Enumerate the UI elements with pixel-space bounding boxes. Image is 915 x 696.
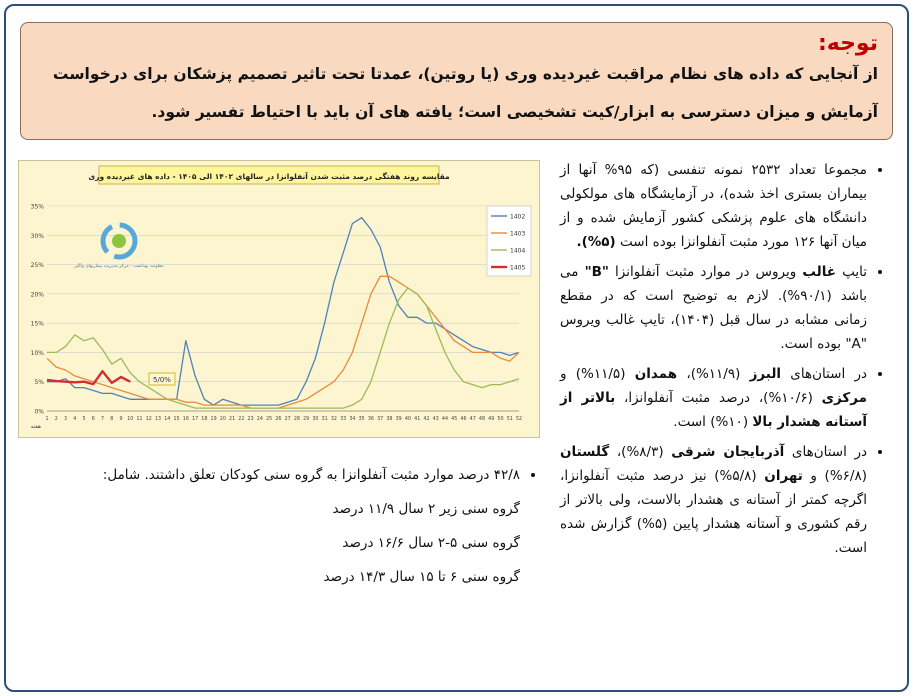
finding-text: (۶/۸%) و: [802, 468, 867, 484]
x-tick-label: 24: [256, 417, 263, 422]
notice-box: [20, 22, 893, 140]
x-tick-label: 23: [247, 417, 254, 422]
x-tick-label: 32: [330, 417, 337, 422]
x-tick-label: 43: [432, 417, 439, 422]
x-tick-label: 27: [284, 417, 291, 422]
finding-item: [560, 440, 867, 560]
x-tick-label: 51: [506, 417, 513, 422]
x-tick-label: 19: [210, 417, 217, 422]
finding-item: [560, 158, 867, 254]
finding-text: (۱۱/۹%)،: [677, 366, 750, 382]
x-tick-label: 50: [497, 417, 504, 422]
y-tick-label: 10%: [30, 349, 44, 357]
finding-text: می باشد (۹۰/۱%). لازم به توضیح است که در مقطع زمانی مشابه در سال قبل (۱۴۰۴)، تایپ غالب ویروس "A" بوده است.: [560, 264, 867, 352]
x-tick-label: 7: [100, 417, 105, 422]
x-tick-label: 22: [238, 417, 245, 422]
age-group-2: گروه سنی ۵-۲ سال ۱۶/۶ درصد: [342, 535, 520, 551]
x-tick-label: 15: [173, 417, 180, 422]
y-tick-label: 35%: [30, 203, 44, 211]
x-tick-label: 42: [423, 417, 430, 422]
finding-item: [560, 362, 867, 434]
x-tick-label: 17: [192, 417, 199, 422]
x-tick-label: 49: [488, 417, 495, 422]
x-tick-label: 44: [441, 417, 449, 422]
y-tick-label: 20%: [30, 291, 44, 299]
finding-text: تایپ: [836, 264, 867, 280]
y-tick-label: 25%: [30, 262, 44, 270]
x-tick-label: 12: [145, 417, 152, 422]
legend-label: 1403: [510, 230, 526, 238]
x-tick-label: 13: [155, 417, 162, 422]
x-tick-label: 14: [164, 417, 171, 422]
finding-item: [560, 260, 867, 356]
x-tick-label: 5: [82, 417, 86, 422]
x-tick-label: 21: [229, 417, 236, 422]
finding-emphasis: تهران: [764, 468, 803, 484]
y-tick-label: 30%: [30, 232, 44, 240]
y-tick-label: 15%: [30, 320, 44, 328]
finding-emphasis: آذربایجان شرقی: [671, 444, 785, 460]
annotation-label: 5/0%: [153, 376, 171, 384]
x-axis-title: هفته: [30, 424, 41, 430]
x-tick-label: 35: [358, 417, 365, 422]
finding-text: در استان‌های: [784, 444, 868, 460]
series-line-1405: [47, 371, 130, 384]
finding-emphasis: البرز: [749, 366, 782, 382]
chart-title: مقایسه روند هفتگی درصد مثبت شدن آنفلوانزا در سالهای ۱۴۰۲ الی ۱۴۰۵ - داده های غیردیده وری: [88, 172, 450, 181]
finding-emphasis: مرکزی: [821, 390, 867, 406]
x-tick-label: 1: [45, 417, 49, 422]
chart-x-axis: [30, 408, 523, 430]
legend-label: 1402: [510, 213, 526, 221]
x-tick-label: 47: [469, 417, 476, 422]
finding-text: (۸/۳%)،: [609, 444, 672, 460]
logo-leaf-icon: [112, 234, 126, 248]
x-tick-label: 20: [219, 417, 226, 422]
x-tick-label: 18: [201, 417, 208, 422]
x-tick-label: 40: [404, 417, 411, 422]
x-tick-label: 4: [73, 417, 77, 422]
finding-emphasis: گلستان: [560, 444, 610, 460]
finding-text: (۱۱/۵%) و: [560, 366, 635, 382]
x-tick-label: 6: [91, 417, 95, 422]
chart-logo: [73, 225, 164, 269]
finding-emphasis: (۵%).: [576, 234, 616, 250]
finding-text: مجموعا تعداد ۲۵۳۲ نمونه تنفسی (که ۹۵% آنها از بیماران بستری اخذ شده)، در آزمایشگاه های مولکولی دانشگاه های علوم پزشکی کشور آزمایش شده و از میان آنها ۱۲۶ مورد مثبت آنفلوانزا بوده است: [560, 162, 867, 250]
notice-body: از آنجایی که داده های نظام مراقبت غیردیده وری (یا روتین)، عمدتا تحت تاثیر تصمیم پزشکان برای درخواست آزمایش و میزان دسترسی به ابزار/کیت تشخیصی است؛ یافته های آن باید با احتیاط تفسیر شود.: [52, 65, 878, 121]
x-tick-label: 38: [386, 417, 393, 422]
legend-label: 1404: [510, 247, 526, 255]
finding-text: (۵/۸%) نیز درصد مثبت آنفلوانزا، اگرچه کمتر از آستانه ی هشدار بالاست، ولی بالاتر از رقم کشوری و آستانه هشدار پایین (۵%) گزارش شده است.: [560, 468, 867, 556]
x-tick-label: 26: [275, 417, 282, 422]
findings-column: [560, 158, 885, 566]
finding-text: ویروس در موارد مثبت آنفلوانزا: [608, 264, 803, 280]
x-tick-label: 46: [460, 417, 467, 422]
finding-emphasis: بالاتر از آستانه هشدار بالا: [560, 390, 867, 430]
x-tick-label: 52: [515, 417, 523, 422]
finding-text: (۱۰%) است.: [673, 414, 753, 430]
x-tick-label: 25: [266, 417, 273, 422]
chart-legend: [487, 206, 531, 276]
finding-emphasis: همدان: [634, 366, 678, 382]
legend-label: 1405: [510, 264, 526, 272]
x-tick-label: 2: [54, 417, 58, 422]
children-section: [40, 458, 540, 594]
x-tick-label: 34: [349, 417, 356, 422]
x-tick-label: 33: [340, 417, 347, 422]
chart-y-axis: [31, 204, 45, 416]
x-tick-label: 9: [119, 417, 123, 422]
finding-emphasis: "B": [584, 264, 609, 280]
chart-panel: [18, 160, 540, 438]
x-tick-label: 16: [182, 417, 189, 422]
x-tick-label: 41: [414, 417, 421, 422]
finding-emphasis: غالب: [802, 264, 837, 280]
x-tick-label: 30: [312, 417, 319, 422]
logo-text: معاونت بهداشت - مرکز مدیریت بیماریهای واگیر: [74, 264, 164, 269]
x-tick-label: 11: [136, 417, 143, 422]
x-tick-label: 31: [321, 417, 328, 422]
age-group-1: گروه سنی زیر ۲ سال ۱۱/۹ درصد: [332, 501, 520, 517]
x-tick-label: 29: [303, 417, 310, 422]
x-tick-label: 8: [110, 417, 114, 422]
finding-text: (۱۰/۶%)، درصد مثبت آنفلوانزا،: [615, 390, 822, 406]
age-group-3: گروه سنی ۶ تا ۱۵ سال ۱۴/۳ درصد: [323, 569, 520, 585]
x-tick-label: 48: [478, 417, 486, 422]
finding-text: در استان‌های: [781, 366, 868, 382]
series-line-1403: [47, 276, 519, 408]
x-tick-label: 45: [451, 417, 458, 422]
x-tick-label: 39: [395, 417, 402, 422]
x-tick-label: 37: [377, 417, 384, 422]
notice-title: توجه:: [817, 31, 878, 56]
x-tick-label: 3: [63, 417, 68, 422]
x-tick-label: 28: [293, 417, 300, 422]
x-tick-label: 10: [127, 417, 134, 422]
influenza-line-chart: [19, 161, 539, 437]
findings-list: [560, 158, 885, 560]
children-intro: • ۴۲/۸ درصد موارد مثبت آنفلوانزا به گروه سنی کودکان تعلق داشتند. شامل:: [40, 458, 520, 492]
y-tick-label: 0%: [34, 408, 44, 416]
y-tick-label: 5%: [34, 379, 44, 387]
x-tick-label: 36: [367, 417, 374, 422]
